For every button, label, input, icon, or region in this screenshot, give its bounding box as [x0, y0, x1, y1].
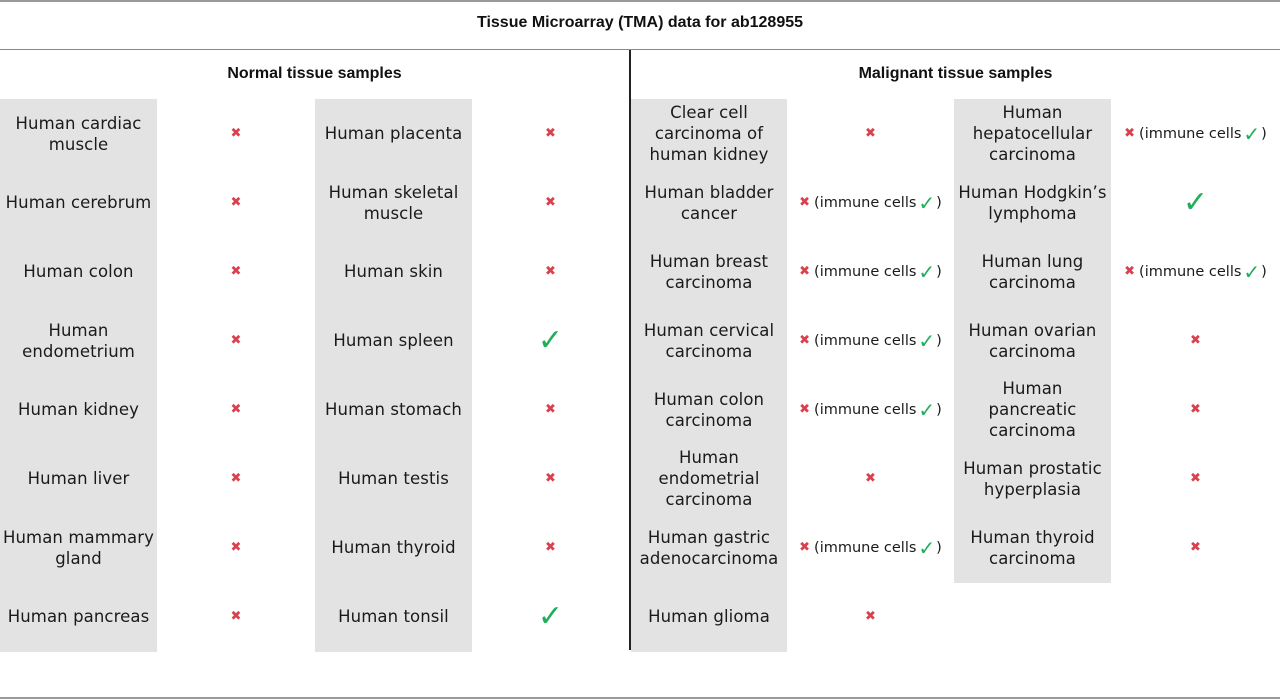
- malignant-heading: Malignant tissue samples: [858, 65, 1053, 82]
- staining-result: [787, 375, 954, 444]
- immune-close-paren: ): [936, 539, 942, 556]
- negative-cross-icon: ✖: [799, 195, 811, 210]
- staining-result: [1111, 168, 1280, 237]
- tissue-name: Human pancreatic carcinoma: [988, 379, 1077, 440]
- tissue-name: Human breast carcinoma: [649, 251, 769, 292]
- staining-result: [787, 306, 954, 375]
- immune-close-paren: ): [936, 332, 942, 349]
- tissue-name: Human colon: [23, 262, 134, 281]
- positive-check-icon: ✓: [1182, 185, 1209, 220]
- negative-cross-icon: ✖: [230, 609, 242, 624]
- positive-check-icon: ✓: [1243, 121, 1261, 146]
- immune-close-paren: ): [936, 194, 942, 211]
- staining-result: [157, 306, 315, 375]
- table-title: Tissue Microarray (TMA) data for ab128955: [476, 14, 804, 31]
- tissue-name: Human bladder cancer: [644, 182, 774, 223]
- immune-close-paren: ): [936, 401, 942, 418]
- negative-cross-icon: ✖: [1124, 126, 1136, 141]
- immune-close-paren: ): [1261, 263, 1267, 280]
- negative-cross-icon: ✖: [799, 540, 811, 555]
- staining-result: [157, 237, 315, 306]
- tissue-name: Human cerebrum: [5, 193, 152, 212]
- tissue-name: Human stomach: [325, 400, 462, 419]
- immune-close-paren: ): [1261, 125, 1267, 142]
- negative-cross-icon: ✖: [799, 264, 811, 279]
- positive-check-icon: ✓: [918, 535, 936, 560]
- tissue-name: Human liver: [27, 469, 130, 488]
- staining-result: [1111, 375, 1280, 444]
- immune-cells-label: (immune cells: [814, 263, 917, 280]
- negative-cross-icon: ✖: [230, 126, 242, 141]
- tissue-name: Human gastric adenocarcinoma: [639, 527, 779, 568]
- negative-cross-icon: ✖: [545, 195, 556, 210]
- tissue-name: Human placenta: [324, 124, 463, 143]
- staining-result: [787, 237, 954, 306]
- staining-result: [1111, 99, 1280, 168]
- positive-check-icon: ✓: [537, 323, 564, 358]
- tissue-name: Human lung carcinoma: [981, 251, 1084, 292]
- tissue-name: Human Hodgkin’s lymphoma: [958, 182, 1107, 223]
- tissue-name: Human thyroid: [331, 538, 456, 557]
- tissue-name: Human cervical carcinoma: [643, 320, 775, 361]
- negative-cross-icon: ✖: [230, 333, 242, 348]
- title-rule: [0, 49, 1280, 50]
- negative-cross-icon: ✖: [545, 540, 556, 555]
- positive-check-icon: ✓: [918, 328, 936, 353]
- tissue-name: Human endometrium: [22, 320, 135, 361]
- negative-cross-icon: ✖: [1190, 471, 1201, 486]
- staining-result: [787, 168, 954, 237]
- staining-result: [157, 582, 315, 651]
- tissue-name: Human endometrial carcinoma: [658, 448, 760, 509]
- negative-cross-icon: ✖: [230, 195, 242, 210]
- negative-cross-icon: ✖: [865, 609, 876, 624]
- negative-cross-icon: ✖: [230, 264, 242, 279]
- negative-cross-icon: ✖: [1190, 333, 1201, 348]
- negative-cross-icon: ✖: [545, 471, 556, 486]
- tissue-name: Human prostatic hyperplasia: [963, 458, 1102, 499]
- staining-result: [157, 168, 315, 237]
- tissue-name: Human pancreas: [7, 607, 150, 626]
- negative-cross-icon: ✖: [799, 333, 811, 348]
- negative-cross-icon: ✖: [799, 402, 811, 417]
- immune-cells-label: (immune cells: [1139, 125, 1242, 142]
- staining-result: [157, 513, 315, 582]
- staining-result: [472, 513, 629, 582]
- staining-result: [157, 444, 315, 513]
- negative-cross-icon: ✖: [545, 402, 556, 417]
- bottom-rule: [0, 697, 1280, 699]
- tissue-name: Human skin: [344, 262, 443, 281]
- negative-cross-icon: ✖: [1124, 264, 1136, 279]
- staining-result: [472, 306, 629, 375]
- staining-result: [472, 99, 629, 168]
- immune-cells-label: (immune cells: [814, 401, 917, 418]
- normal-heading: Normal tissue samples: [227, 65, 402, 82]
- staining-result: [1111, 513, 1280, 582]
- immune-cells-label: (immune cells: [814, 539, 917, 556]
- tissue-name: Human thyroid carcinoma: [970, 527, 1095, 568]
- staining-result: [787, 582, 954, 651]
- staining-result: [472, 375, 629, 444]
- tissue-name: Human tonsil: [338, 607, 449, 626]
- positive-check-icon: ✓: [918, 190, 936, 215]
- staining-result: [787, 513, 954, 582]
- negative-cross-icon: ✖: [545, 126, 556, 141]
- tissue-name: Human skeletal muscle: [328, 182, 459, 223]
- positive-check-icon: ✓: [1243, 259, 1261, 284]
- negative-cross-icon: ✖: [545, 264, 556, 279]
- tissue-name: Clear cell carcinoma of human kidney: [649, 103, 769, 164]
- staining-result: [472, 168, 629, 237]
- tissue-name: Human hepatocellular carcinoma: [972, 103, 1093, 164]
- tissue-name: Human glioma: [648, 607, 770, 626]
- negative-cross-icon: ✖: [230, 402, 242, 417]
- tissue-name: Human spleen: [333, 331, 454, 350]
- staining-result: [787, 444, 954, 513]
- staining-result: [472, 444, 629, 513]
- tissue-name: Human mammary gland: [2, 527, 155, 568]
- tissue-name: Human kidney: [18, 400, 139, 419]
- positive-check-icon: ✓: [918, 259, 936, 284]
- staining-result: [787, 99, 954, 168]
- negative-cross-icon: ✖: [1190, 402, 1201, 417]
- negative-cross-icon: ✖: [1190, 540, 1201, 555]
- negative-cross-icon: ✖: [230, 540, 242, 555]
- staining-result: [472, 237, 629, 306]
- staining-result: [1111, 444, 1280, 513]
- positive-check-icon: ✓: [537, 599, 564, 634]
- tissue-name: Human colon carcinoma: [653, 389, 765, 430]
- staining-result: [1111, 237, 1280, 306]
- negative-cross-icon: ✖: [865, 126, 876, 141]
- immune-close-paren: ): [936, 263, 942, 280]
- positive-check-icon: ✓: [918, 397, 936, 422]
- top-rule: [0, 0, 1280, 2]
- staining-result: [1111, 306, 1280, 375]
- tissue-name: Human cardiac muscle: [15, 113, 142, 154]
- immune-cells-label: (immune cells: [814, 332, 917, 349]
- negative-cross-icon: ✖: [230, 471, 242, 486]
- staining-result: [157, 99, 315, 168]
- staining-result: [472, 582, 629, 651]
- negative-cross-icon: ✖: [865, 471, 876, 486]
- immune-cells-label: (immune cells: [814, 194, 917, 211]
- tissue-name: Human ovarian carcinoma: [968, 320, 1097, 361]
- staining-result: [157, 375, 315, 444]
- tissue-name: Human testis: [338, 469, 449, 488]
- immune-cells-label: (immune cells: [1139, 263, 1242, 280]
